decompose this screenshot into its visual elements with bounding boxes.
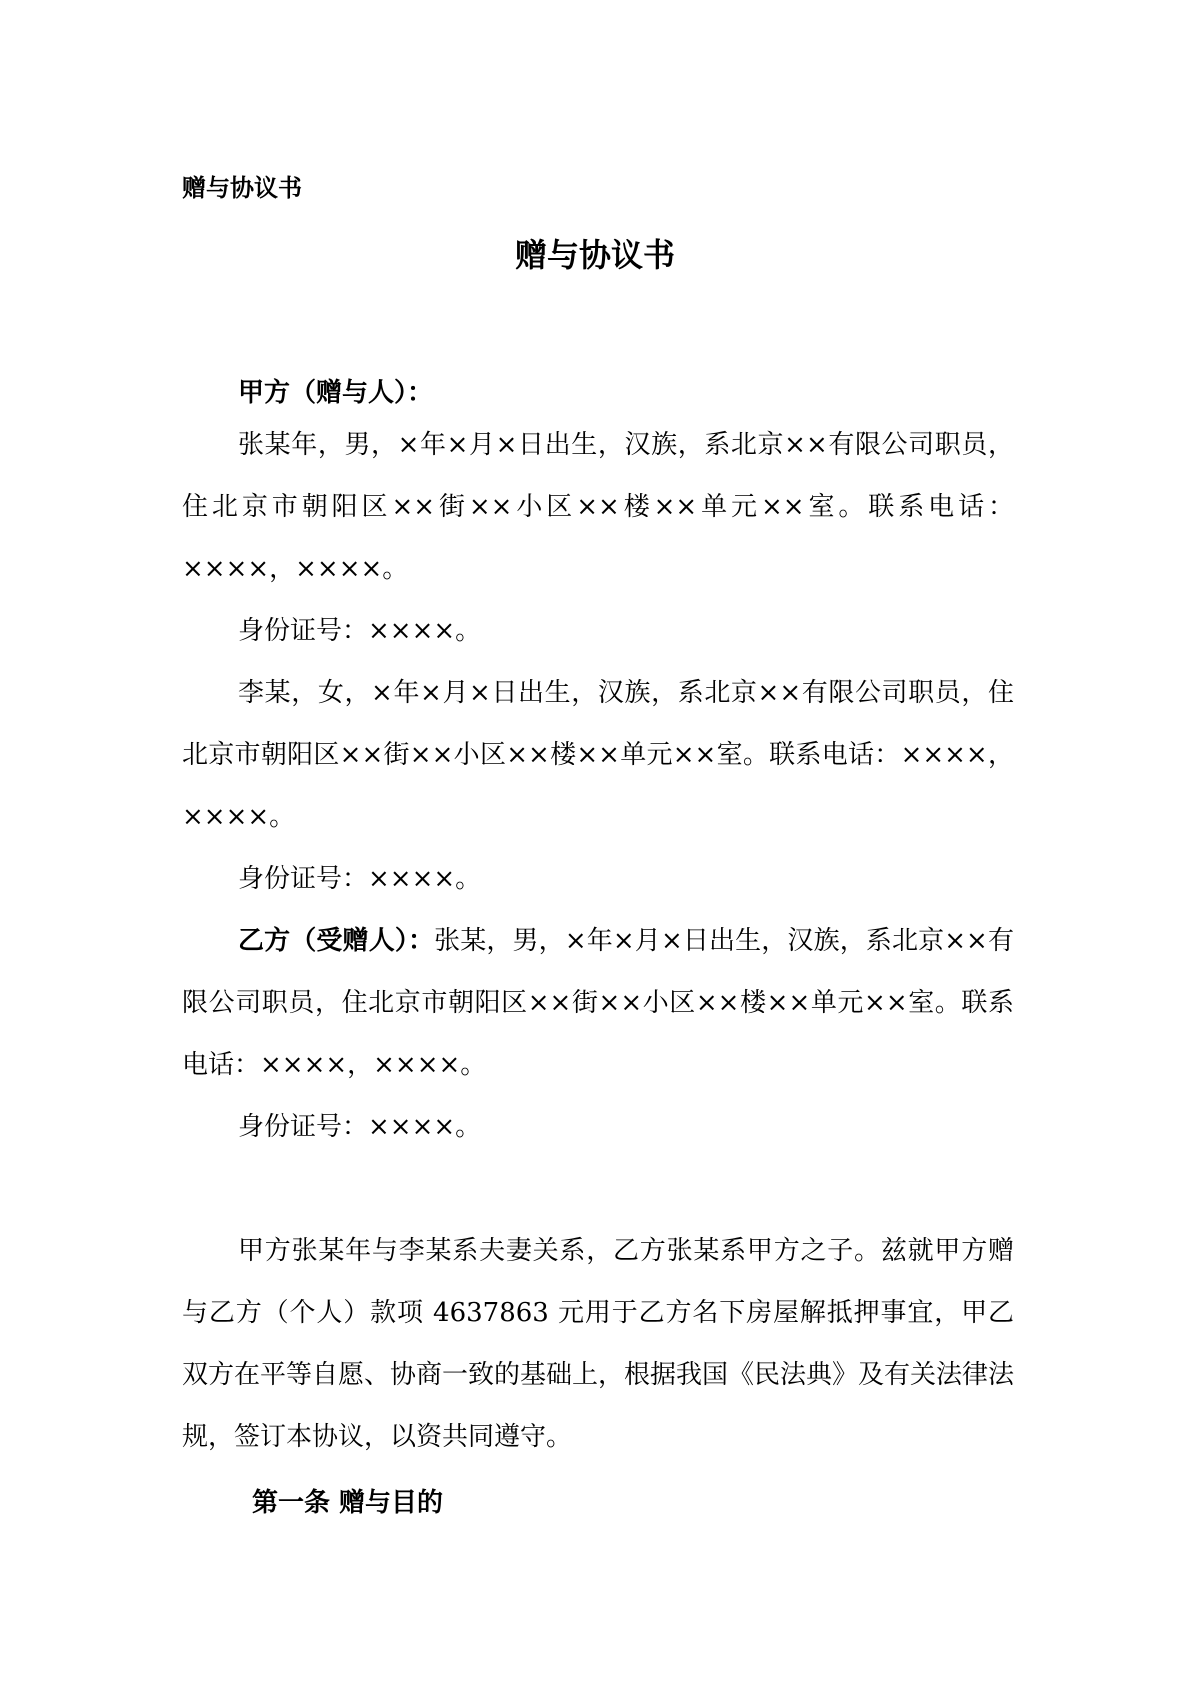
document-header-label: 赠与协议书 bbox=[182, 174, 302, 202]
party-a-heading: 甲方（赠与人）： bbox=[238, 378, 434, 408]
party-a-person1-id: 身份证号：××××。 bbox=[238, 616, 482, 646]
document-title: 赠与协议书 bbox=[514, 236, 675, 274]
party-b-paragraph bbox=[182, 910, 1014, 1096]
party-a-person2-paragraph: 李某，女，×年×月×日出生，汉族，系北京××有限公司职员，住北京市朝阳区××街××小区××楼××单元××室。联系电话：××××，××××。 bbox=[182, 678, 1014, 832]
article-1-heading: 第一条 赠与目的 bbox=[252, 1488, 444, 1518]
party-b-heading: 乙方（受赠人）： bbox=[238, 926, 435, 956]
party-b-person-id: 身份证号：××××。 bbox=[238, 1112, 482, 1142]
party-a-person2-id: 身份证号：××××。 bbox=[238, 864, 482, 894]
party-a-person1-paragraph: 张某年，男，×年×月×日出生，汉族，系北京××有限公司职员，住北京市朝阳区××街××小区××楼××单元××室。联系电话：××××，××××。 bbox=[182, 430, 1014, 584]
party-b-person: 张某，男，×年×月×日出生，汉族，系北京××有限公司职员，住北京市朝阳区××街××小区××楼××单元××室。联系电话：××××，××××。 bbox=[182, 926, 1014, 1080]
preamble-paragraph: 甲方张某年与李某系夫妻关系，乙方张某系甲方之子。兹就甲方赠与乙方（个人）款项 4637863 元用于乙方名下房屋解抵押事宜，甲乙双方在平等自愿、协商一致的基础上，根据我国《民法典》及有关法律法规，签订本协议，以资共同遵守。 bbox=[182, 1236, 1015, 1452]
